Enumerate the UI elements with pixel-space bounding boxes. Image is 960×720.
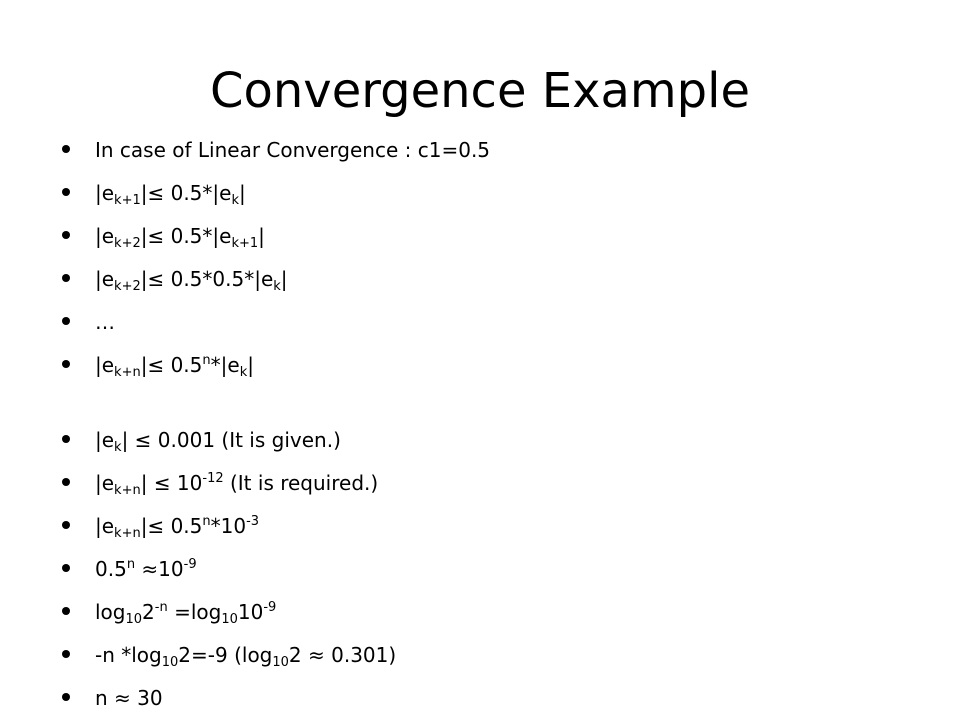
- text-run: *|e: [210, 353, 240, 377]
- bullet-text: [95, 508, 259, 544]
- text-run: |e: [95, 471, 115, 495]
- bullet-dot-icon: [62, 607, 70, 615]
- bullet-dot-icon: [62, 564, 70, 572]
- bullet-item: [62, 347, 922, 383]
- bullet-text: [95, 637, 396, 673]
- text-run: |e: [95, 514, 115, 538]
- subscript: k+1: [114, 193, 141, 208]
- text-run: 10: [237, 600, 264, 624]
- text-run: | ≤ 10: [140, 471, 203, 495]
- bullet-item: [62, 680, 922, 716]
- text-run: 2: [142, 600, 155, 624]
- bullet-dot-icon: [62, 521, 70, 529]
- subscript: k: [231, 193, 239, 208]
- slide-title: Convergence Example: [210, 63, 750, 119]
- text-run: |e: [95, 181, 115, 205]
- text-run: log: [95, 600, 126, 624]
- superscript: n: [126, 557, 136, 572]
- superscript: n: [202, 353, 211, 368]
- superscript: -9: [263, 600, 277, 615]
- subscript: k: [114, 440, 122, 455]
- bullet-item: [62, 508, 922, 544]
- subscript: k+1: [231, 236, 259, 251]
- bullet-text: [95, 218, 265, 254]
- bullet-dot-icon: [62, 188, 70, 196]
- text-run: |: [247, 353, 254, 377]
- bullet-dot-icon: [62, 693, 70, 701]
- bullet-item: [62, 175, 922, 211]
- bullet-item: [62, 465, 922, 501]
- text-run: | ≤ 0.001 (It is given.): [121, 428, 341, 452]
- text-run: In case of Linear Convergence : c1=0.5: [95, 138, 491, 162]
- text-run: |≤ 0.5*0.5*|e: [140, 267, 274, 291]
- subscript: 10: [272, 655, 289, 670]
- bullet-dot-icon: [62, 650, 70, 658]
- text-run: |≤ 0.5*|e: [140, 181, 232, 205]
- superscript: -9: [183, 557, 197, 572]
- bullet-item: [62, 637, 922, 673]
- text-run: *10: [210, 514, 247, 538]
- text-run: |: [258, 224, 265, 248]
- superscript: -12: [202, 471, 224, 486]
- text-run: |: [280, 267, 288, 291]
- text-run: |e: [95, 224, 115, 248]
- bullet-item: [62, 132, 922, 168]
- subscript: k+n: [114, 483, 141, 498]
- text-run: |e: [95, 428, 115, 452]
- bullet-dot-icon: [62, 478, 70, 486]
- text-run: 2 ≈ 0.301): [288, 643, 397, 667]
- bullet-item: [62, 594, 922, 630]
- bullet-text: [95, 132, 490, 168]
- bullet-text: [95, 304, 115, 340]
- bullet-text: [95, 347, 254, 383]
- bullet-item: [62, 304, 922, 340]
- text-run: |: [238, 181, 246, 205]
- bullet-dot-icon: [62, 360, 70, 368]
- subscript: 10: [161, 655, 179, 670]
- subscript: 10: [125, 612, 143, 627]
- subscript: k+2: [114, 236, 141, 251]
- text-run: (It is required.): [223, 471, 379, 495]
- bullet-text: [95, 594, 276, 630]
- text-run: |e: [95, 267, 115, 291]
- text-run: |≤ 0.5: [140, 353, 203, 377]
- text-run: n ≈ 30: [95, 686, 163, 710]
- text-run: |≤ 0.5*|e: [140, 224, 232, 248]
- bullet-dot-icon: [62, 435, 70, 443]
- superscript: -n: [154, 600, 168, 615]
- bullet-text: [95, 551, 197, 587]
- text-run: |≤ 0.5: [140, 514, 203, 538]
- text-run: -n *log: [95, 643, 162, 667]
- subscript: k: [273, 279, 281, 294]
- bullet-text: [95, 422, 341, 458]
- superscript: n: [202, 514, 211, 529]
- text-run: ≈10: [135, 557, 184, 581]
- bullet-text: [95, 175, 246, 211]
- text-run: 2=-9 (log: [178, 643, 273, 667]
- bullet-item: [62, 218, 922, 254]
- bullet-text: [95, 261, 288, 297]
- bullet-item: [62, 551, 922, 587]
- bullet-item: [62, 422, 922, 458]
- bullet-dot-icon: [62, 231, 70, 239]
- subscript: k: [239, 365, 248, 380]
- subscript: k+n: [114, 365, 141, 380]
- text-run: …: [95, 310, 115, 334]
- text-run: 0.5: [95, 557, 127, 581]
- superscript: -3: [246, 514, 260, 529]
- subscript: k+2: [114, 279, 141, 294]
- bullet-item: [62, 261, 922, 297]
- subscript: k+n: [114, 526, 141, 541]
- subscript: 10: [221, 612, 238, 627]
- text-run: =log: [167, 600, 222, 624]
- bullet-text: [95, 680, 163, 716]
- text-run: |e: [95, 353, 115, 377]
- bullet-text: [95, 465, 378, 501]
- bullet-dot-icon: [62, 145, 70, 153]
- bullet-dot-icon: [62, 317, 70, 325]
- bullet-dot-icon: [62, 274, 70, 282]
